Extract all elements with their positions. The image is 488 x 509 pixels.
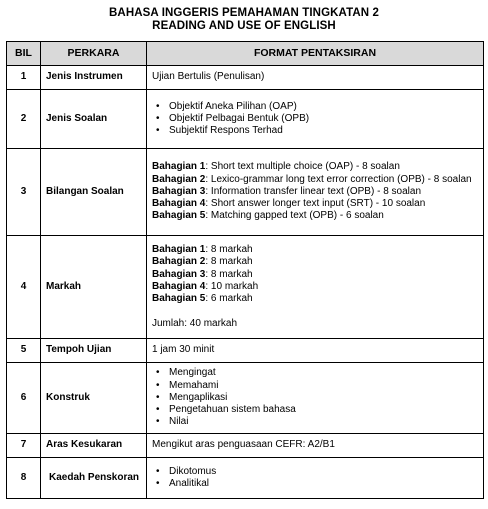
list-item: • Pengetahuan sistem bahasa [152,404,479,416]
section-line [152,293,479,305]
row-number: 6 [7,363,41,434]
table-row [7,434,484,458]
row-number: 4 [7,236,41,339]
table-row [7,66,484,90]
row-number: 7 [7,434,41,458]
row-format-text: Ujian Bertulis (Penulisan) [147,66,484,90]
bullet-list [152,466,479,491]
section-label: Bahagian 4 [152,281,206,292]
list-item: • Objektif Aneka Pilihan (OAP) [152,101,479,113]
table-row [7,363,484,434]
section-label: Bahagian 3 [152,268,206,280]
column-header-perkara: PERKARA [41,42,147,66]
row-item: Aras Kesukaran [41,434,147,458]
section-text: : 6 markah [205,293,253,305]
row-number: 3 [7,149,41,236]
section-line [152,210,479,222]
list-item: • Nilai [152,416,479,428]
section-label: Bahagian 5 [152,210,206,222]
section-text: : 8 markah [205,256,253,268]
table-row [7,236,484,339]
row-number: 2 [7,90,41,149]
section-line [152,161,479,173]
section-label: Bahagian 4 [152,198,206,210]
section-label: Bahagian 2 [152,256,206,268]
row-format [147,149,484,236]
section-text: : Matching gapped text (OPB) - 6 soalan [205,210,384,222]
row-item: Kaedah Penskoran [41,458,147,499]
list-item: • Mengaplikasi [152,392,479,404]
column-header-bil: BIL [7,42,41,66]
section-text: : Short text multiple choice (OAP) - 8 soalan [205,161,400,173]
section-text: : 10 markah [205,281,259,292]
table-row [7,90,484,149]
section-label: Bahagian 2 [152,173,206,185]
list-item: • Analitikal [152,478,479,490]
table-header-row [7,42,484,66]
table-row [7,339,484,363]
section-label: Bahagian 5 [152,293,206,305]
column-header-format: FORMAT PENTAKSIRAN [147,42,484,66]
page-title: BAHASA INGGERIS PEMAHAMAN TINGKATAN 2 [109,7,379,19]
row-format-text: Mengikut aras penguasaan CEFR: A2/B1 [147,434,484,458]
row-item: Markah [41,236,147,339]
bullet-list [152,101,479,138]
section-line [152,256,479,268]
row-format [147,363,484,434]
section-text: : 8 markah [205,244,253,256]
section-text: : Information transfer linear text (OPB) - 8 soalan [205,185,422,197]
section-line [152,281,479,293]
section-line [152,269,479,281]
section-line [152,198,479,210]
section-line [152,174,479,186]
row-format [147,236,484,339]
page-subtitle: READING AND USE OF ENGLISH [152,20,336,32]
row-format [147,90,484,149]
table-row [7,149,484,236]
section-label: Bahagian 1 [152,161,206,173]
row-number: 5 [7,339,41,363]
row-item: Konstruk [41,363,147,434]
section-text: : Short answer longer text input (SRT) - 10 soalan [205,198,426,210]
row-number: 8 [7,458,41,499]
list-item: • Dikotomus [152,466,479,478]
row-format [147,458,484,499]
section-label: Bahagian 1 [152,244,206,256]
section-text: : Lexico-grammar long text error correction (OPB) - 8 soalan [205,173,472,185]
section-line [152,186,479,198]
section-text: : 8 markah [205,268,253,280]
assessment-format-table [6,41,484,499]
row-number: 1 [7,66,41,90]
list-item: • Memahami [152,380,479,392]
row-format-text: 1 jam 30 minit [147,339,484,363]
list-item: • Subjektif Respons Terhad [152,125,479,137]
table-row [7,458,484,499]
section-label: Bahagian 3 [152,185,206,197]
row-item: Bilangan Soalan [41,149,147,236]
section-line [152,244,479,256]
row-item: Jenis Soalan [41,90,147,149]
row-item: Jenis Instrumen [41,66,147,90]
total-marks: Jumlah: 40 markah [152,317,238,329]
row-item: Tempoh Ujian [41,339,147,363]
list-item: • Mengingat [152,367,479,379]
list-item: • Objektif Pelbagai Bentuk (OPB) [152,113,479,125]
bullet-list [152,367,479,428]
